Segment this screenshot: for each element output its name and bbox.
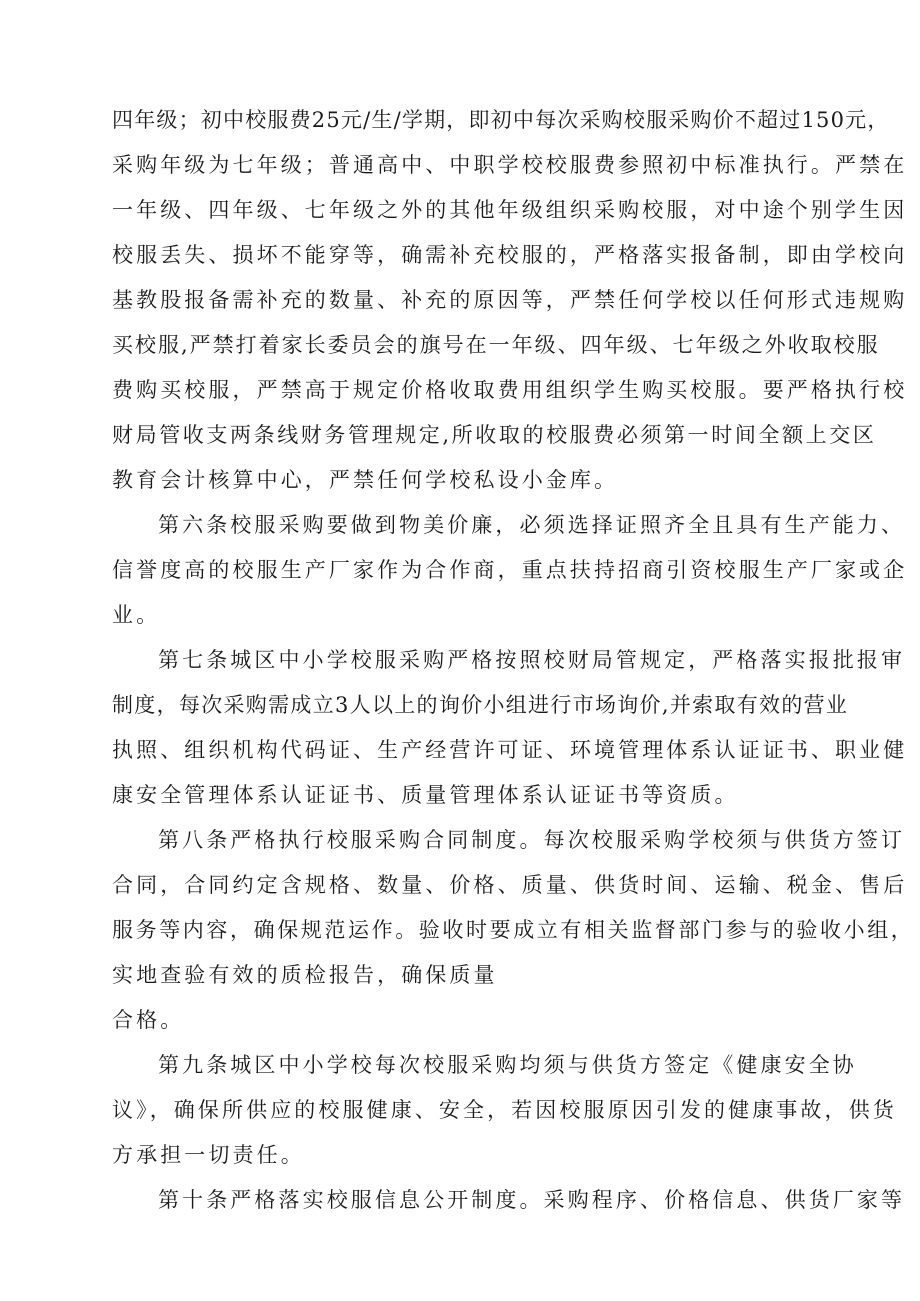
text-line: 校服丢失、损坏不能穿等，确需补充校服的，严格落实报备制，即由学校向 bbox=[112, 243, 908, 267]
text-line: 制度，每次采购需成立3人以上的询价小组进行市场询价,并索取有效的营业 bbox=[112, 693, 849, 717]
text-line: 康安全管理体系认证证书、质量管理体系认证证书等资质。 bbox=[112, 783, 739, 807]
text-line: 财局管收支两条线财务管理规定,所收取的校服费必须第一时间全额上交区 bbox=[112, 423, 877, 447]
text-line: 第十条严格落实校服信息公开制度。采购程序、价格信息、供货厂家等 bbox=[158, 1188, 906, 1212]
text-line: 第七条城区中小学校服采购严格按照校财局管规定，严格落实报批报审 bbox=[158, 648, 906, 672]
text-line: 业。 bbox=[112, 603, 161, 627]
text-line: 服务等内容，确保规范运作。验收时要成立有相关监督部门参与的验收小组， bbox=[112, 918, 915, 942]
text-line: 方承担一切责任。 bbox=[112, 1143, 305, 1167]
text-line: 四年级；初中校服费25元/生/学期，即初中每次采购校服采购价不超过150元， bbox=[112, 108, 890, 132]
text-line: 实地查验有效的质检报告，确保质量 bbox=[112, 963, 498, 987]
text-line: 第六条校服采购要做到物美价廉，必须选择证照齐全且具有生产能力、 bbox=[158, 513, 906, 537]
text-line: 第八条严格执行校服采购合同制度。每次校服采购学校须与供货方签订 bbox=[158, 828, 906, 852]
text-line: 教育会计核算中心，严禁任何学校私设小金库。 bbox=[112, 468, 619, 492]
text-line: 合同，合同约定含规格、数量、价格、质量、供货时间、运输、税金、售后 bbox=[112, 873, 908, 897]
text-line: 基教股报备需补充的数量、补充的原因等，严禁任何学校以任何形式违规购 bbox=[112, 288, 908, 312]
text-line: 执照、组织机构代码证、生产经营许可证、环境管理体系认证证书、职业健 bbox=[112, 738, 908, 762]
text-line: 一年级、四年级、七年级之外的其他年级组织采购校服，对中途个别学生因 bbox=[112, 198, 908, 222]
text-line: 第九条城区中小学校每次校服采购均须与供货方签定《健康安全协 bbox=[158, 1053, 857, 1077]
text-line: 费购买校服，严禁高于规定价格收取费用组织学生购买校服。要严格执行校 bbox=[112, 378, 908, 402]
text-line: 议》，确保所供应的校服健康、安全，若因校服原因引发的健康事故，供货 bbox=[112, 1098, 897, 1122]
text-line: 买校服,严禁打着家长委员会的旗号在一年级、四年级、七年级之外收取校服 bbox=[112, 333, 880, 357]
text-line: 采购年级为七年级；普通高中、中职学校校服费参照初中标准执行。严禁在 bbox=[112, 153, 908, 177]
text-line: 信誉度高的校服生产厂家作为合作商，重点扶持招商引资校服生产厂家或企 bbox=[112, 558, 908, 582]
text-line: 合格。 bbox=[112, 1008, 185, 1032]
